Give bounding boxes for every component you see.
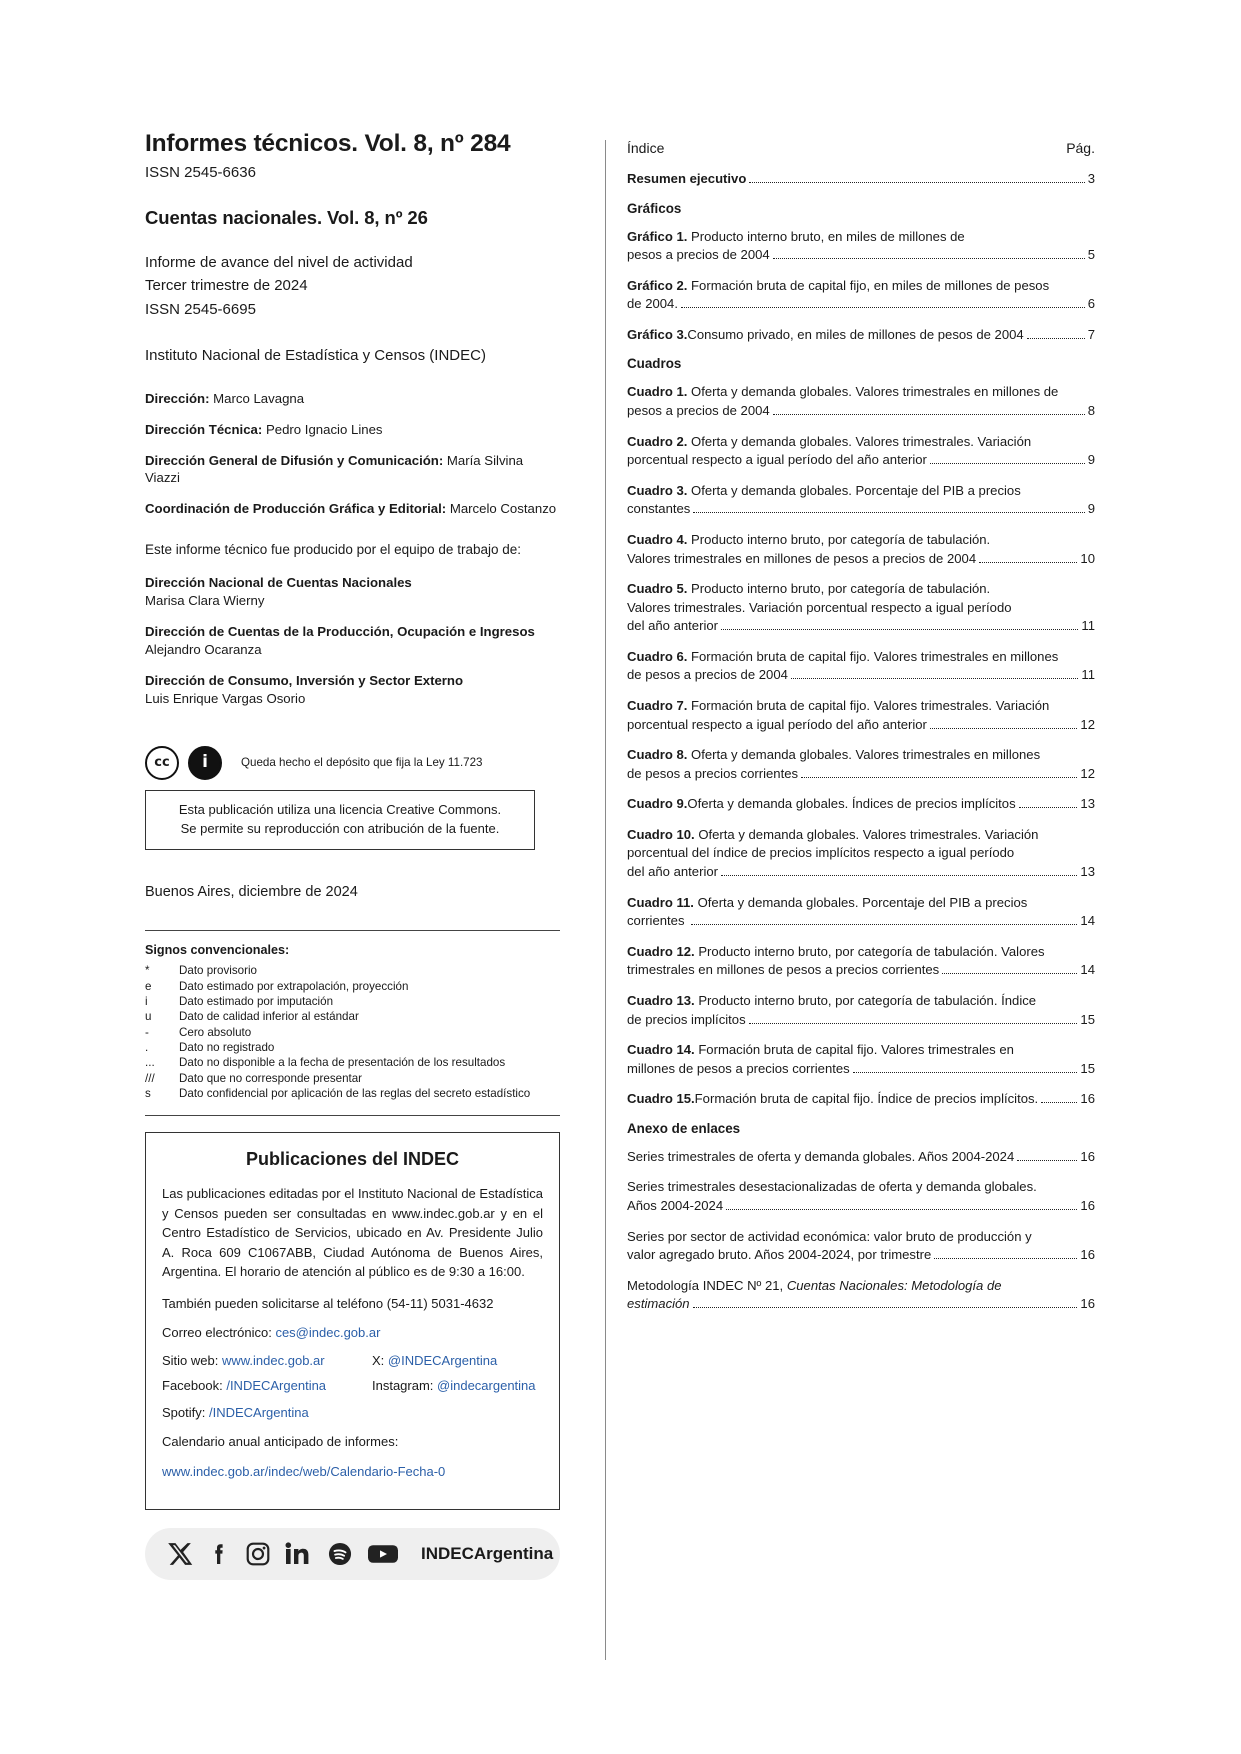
index-entry-text: Metodología INDEC Nº 21, (627, 1277, 787, 1293)
sign-description: Dato provisorio (179, 964, 257, 978)
instagram-link[interactable]: @indecargentina (437, 1377, 536, 1393)
role-produccion-grafica-label: Coordinación de Producción Gráfica y Editorial: (145, 501, 447, 517)
index-entry-text-last: estimación (627, 1296, 690, 1312)
issn-primary: ISSN 2545-6636 (145, 164, 256, 182)
index-entry-text-last: Series trimestrales de oferta y demanda globales. Años 2004-2024 (627, 1148, 1015, 1164)
index-entry-number: Cuadro 4. (627, 531, 688, 547)
report-description-line2: Tercer trimestre de 2024 (145, 277, 308, 295)
index-entry-page: 15 (1080, 1060, 1095, 1076)
index-entry-number: Gráfico 3. (627, 326, 688, 342)
instagram-icon[interactable] (245, 1541, 271, 1567)
index-entry-number: Cuadro 9. (627, 796, 688, 812)
index-entry-text: Series trimestrales desestacionalizadas de oferta y demanda globales. (627, 1179, 1037, 1195)
place-and-date: Buenos Aires, diciembre de 2024 (145, 883, 358, 900)
index-entry-text-last: valor agregado bruto. Años 2004-2024, por trimestre (627, 1247, 932, 1263)
index-entry-page: 16 (1080, 1247, 1095, 1263)
publications-email-row (162, 1323, 543, 1343)
index-entry-resumen[interactable] (627, 170, 1095, 189)
creative-commons-icon: cc (145, 746, 179, 780)
sign-description: Dato estimado por imputación (179, 994, 334, 1008)
index-entry-text: Producto interno bruto, en miles de millones de (691, 228, 965, 244)
team-person-3: Luis Enrique Vargas Osorio (145, 690, 306, 706)
index-entry-title: Resumen ejecutivo (627, 171, 747, 186)
calendar-link[interactable]: www.indec.gob.ar/indec/web/Calendario-Fecha-0 (162, 1463, 446, 1479)
index-entry-cuadro-12[interactable] (627, 943, 1095, 980)
publications-box (145, 1132, 560, 1510)
index-entry-page: 14 (1080, 913, 1095, 929)
leader-dots (801, 777, 1077, 778)
instagram-label: Instagram: (372, 1377, 438, 1393)
index-entry-text-last: de precios implícitos (627, 1011, 746, 1027)
leader-dots (773, 258, 1085, 259)
team-dept-3: Dirección de Consumo, Inversión y Sector Externo (145, 672, 464, 688)
index-entry-text-last: Valores trimestrales en millones de pesos a precios de 2004 (627, 550, 977, 566)
index-entry-page: 12 (1080, 716, 1095, 732)
index-entry-number: Cuadro 3. (627, 482, 688, 498)
index-entry-cuadro-4[interactable] (627, 531, 1095, 568)
website-link[interactable]: www.indec.gob.ar (221, 1352, 325, 1368)
index-entry-text-last: del año anterior (627, 618, 718, 634)
index-entry-cuadro-9[interactable] (627, 795, 1095, 814)
index-entry-page: 5 (1087, 247, 1095, 263)
attribution-icon: i (188, 746, 222, 780)
sign-symbol: s (145, 1087, 151, 1101)
index-entry-cuadro-15[interactable] (627, 1090, 1095, 1109)
index-entry-text: Oferta y demanda globales. Valores trimestrales. Variación (691, 433, 1032, 449)
produced-by-text: Este informe técnico fue producido por el equipo de trabajo de: (145, 541, 521, 557)
table-row (145, 1086, 530, 1101)
index-entry-text: Oferta y demanda globales. Porcentaje del PIB a precios (691, 482, 1021, 498)
leader-dots (1017, 1160, 1077, 1161)
role-direccion (145, 390, 560, 408)
index-entry-page: 13 (1080, 796, 1095, 812)
index-entry-page: 11 (1081, 618, 1095, 634)
license-line-2: Se permite su reproducción con atribución de la fuente. (180, 821, 500, 837)
role-direccion-tecnica-value: Pedro Ignacio Lines (265, 421, 383, 437)
publications-paragraph: Las publicaciones editadas por el Instituto Nacional de Estadística y Censos pueden ser consultadas en www.indec.gob.ar y en el Centro Estadístico de Servicios, ubicado en Av. Presidente Julio A. Roca 609 C1067ABB, Ciudad Autónoma de Buenos Aires, Argentina. El horario de atención al público es de 9:30 a 16:00. (162, 1186, 543, 1280)
leader-dots (1019, 807, 1078, 808)
leader-dots (1027, 338, 1085, 339)
legal-deposit-note: Queda hecho el depósito que fija la Ley 11.723 (241, 756, 483, 770)
index-entry-page: 9 (1087, 501, 1095, 517)
sign-description: Dato estimado por extrapolación, proyección (179, 979, 409, 993)
role-difusion-label: Dirección General de Difusión y Comunicación: (145, 452, 444, 468)
index-entry-text: Oferta y demanda globales. Valores trimestrales en millones (691, 747, 1041, 763)
email-link[interactable]: ces@indec.gob.ar (275, 1325, 381, 1341)
linkedin-icon[interactable] (285, 1541, 313, 1567)
x-cell (372, 1353, 497, 1368)
index-header (627, 140, 1095, 156)
leader-dots (934, 1258, 1077, 1259)
index-entry-text-last: de pesos a precios corrientes (627, 765, 799, 781)
facebook-label: Facebook: (162, 1377, 227, 1393)
role-produccion-grafica-value: Marcelo Costanzo (449, 501, 557, 517)
institution-name: Instituto Nacional de Estadística y Censos (INDEC) (145, 346, 486, 364)
index-entry-cuadro-10[interactable] (627, 826, 1095, 882)
team-dept-1: Dirección Nacional de Cuentas Nacionales (145, 574, 412, 590)
index-entry-page: 9 (1087, 452, 1095, 468)
index-entry-page: 3 (1087, 171, 1095, 186)
sign-symbol: /// (145, 1071, 155, 1085)
spotify-icon[interactable] (327, 1541, 353, 1567)
index-entry-number: Cuadro 8. (627, 747, 688, 763)
index-entry-page: 6 (1087, 296, 1095, 312)
index-entry-page: 11 (1081, 667, 1095, 683)
leader-dots (853, 1072, 1078, 1073)
publications-social-row (162, 1378, 543, 1393)
index-entry-page: 16 (1080, 1148, 1095, 1164)
social-handle: INDECArgentina (421, 1544, 554, 1564)
index-entry-cuadro-7[interactable] (627, 697, 1095, 734)
sign-symbol: u (145, 1010, 152, 1024)
index-entry-number: Cuadro 2. (627, 433, 688, 449)
role-direccion-value: Marco Lavagna (213, 390, 305, 406)
index-entry-text-last: de 2004. (627, 296, 678, 312)
publications-web-row (162, 1353, 543, 1368)
index-entry-text-last: porcentual respecto a igual período del año anterior (627, 452, 927, 468)
index-entry-page: 16 (1080, 1197, 1095, 1213)
index-entry-text: Series por sector de actividad económica: valor bruto de producción y (627, 1228, 1032, 1244)
index-entry-text-last: pesos a precios de 2004 (627, 403, 770, 419)
report-description-line1: Informe de avance del nivel de actividad (145, 254, 413, 272)
social-bar (145, 1528, 560, 1580)
index-entry-grafico-3[interactable] (627, 326, 1095, 345)
sign-symbol: ... (145, 1056, 155, 1070)
index-entry-cuadro-1[interactable] (627, 383, 1095, 420)
leader-dots (721, 875, 1077, 876)
leader-dots (930, 728, 1078, 729)
index-entry-page: 10 (1080, 550, 1095, 566)
sign-description: Cero absoluto (179, 1025, 252, 1039)
index-entry-text: Formación bruta de capital fijo, en miles de millones de pesos (691, 277, 1050, 293)
instagram-cell (372, 1378, 536, 1393)
column-divider (605, 140, 606, 1660)
report-description (145, 251, 560, 321)
index-page-label: Pág. (1066, 140, 1095, 156)
leader-dots (693, 1307, 1078, 1308)
sign-description: Dato que no corresponde presentar (179, 1071, 363, 1085)
creative-commons-row (145, 746, 560, 780)
index-entry-page: 16 (1080, 1091, 1095, 1107)
sign-symbol: e (145, 979, 152, 993)
index-entry-anexo-4[interactable] (627, 1277, 1095, 1314)
index-entry-page: 15 (1080, 1011, 1095, 1027)
table-row (145, 1040, 530, 1055)
index-entry-page: 7 (1087, 326, 1095, 342)
index-entry-text: Formación bruta de capital fijo. Valores trimestrales en (698, 1042, 1014, 1058)
index-entry-number: Cuadro 13. (627, 992, 695, 1008)
table-row (145, 963, 530, 978)
index-entry-page: 16 (1080, 1296, 1095, 1312)
issn-secondary: ISSN 2545-6695 (145, 300, 256, 318)
index-entry-text-last: Oferta y demanda globales. Índices de precios implícitos (687, 796, 1016, 812)
index-entry-number: Gráfico 1. (627, 228, 688, 244)
index-entry-cuadro-6[interactable] (627, 648, 1095, 685)
index-entry-anexo-3[interactable] (627, 1228, 1095, 1265)
leader-dots (681, 307, 1085, 308)
team-person-1: Marisa Clara Wierny (145, 592, 265, 608)
role-difusion-value: María Silvina Viazzi (145, 452, 524, 486)
x-label: X: (372, 1352, 388, 1368)
publications-title: Publicaciones del INDEC (245, 1149, 460, 1170)
table-row (145, 1009, 530, 1024)
table-row (145, 1071, 530, 1086)
index-entry-text-last: millones de pesos a precios corrientes (627, 1060, 850, 1076)
index-section-anexo: Anexo de enlaces (627, 1120, 741, 1136)
facebook-icon[interactable] (207, 1541, 231, 1567)
index-entry-cuadro-8[interactable] (627, 746, 1095, 783)
index-entry-text-2: porcentual del índice de precios implícitos respecto a igual período (627, 845, 1015, 861)
index-entry-page: 12 (1080, 765, 1095, 781)
table-row (145, 994, 530, 1009)
spotify-label: Spotify: (162, 1404, 209, 1420)
index-entry-text-last: pesos a precios de 2004 (627, 247, 770, 263)
leader-dots (693, 512, 1084, 513)
index-header-label: Índice (627, 140, 665, 156)
sign-symbol: i (145, 994, 148, 1008)
index-column (627, 140, 1095, 1326)
leader-dots (691, 924, 1077, 925)
index-entry-cuadro-14[interactable] (627, 1041, 1095, 1078)
cover-left-column (145, 130, 560, 1580)
sign-description: Dato no disponible a la fecha de presentación de los resultados (179, 1056, 506, 1070)
sign-description: Dato de calidad inferior al estándar (179, 1010, 359, 1024)
index-entry-grafico-1[interactable] (627, 228, 1095, 265)
spotify-link[interactable]: /INDECArgentina (208, 1404, 309, 1420)
website-cell (162, 1353, 372, 1368)
facebook-cell (162, 1378, 372, 1393)
index-section-cuadros: Cuadros (627, 356, 682, 372)
role-difusion-label-row (145, 452, 560, 488)
index-entry-text-last: Años 2004-2024 (627, 1197, 724, 1213)
index-entry-cuadro-2[interactable] (627, 433, 1095, 470)
calendar-label: Calendario anual anticipado de informes: (162, 1434, 399, 1450)
website-label: Sitio web: (162, 1352, 222, 1368)
conventional-signs-title: Signos convencionales: (145, 942, 290, 957)
index-entry-text-last: de pesos a precios de 2004 (627, 667, 788, 683)
divider-below-signos (145, 1115, 560, 1116)
index-entry-text: Producto interno bruto, por categoría de tabulación. (691, 531, 991, 547)
sign-symbol: * (145, 964, 150, 978)
index-entry-cuadro-3[interactable] (627, 482, 1095, 519)
team-person-2: Alejandro Ocaranza (145, 641, 262, 657)
index-entry-text-last: Formación bruta de capital fijo. Índice de precios implícitos. (694, 1091, 1039, 1107)
index-entry-anexo-2[interactable] (627, 1178, 1095, 1215)
leader-dots (721, 629, 1078, 630)
index-entry-page: 8 (1087, 403, 1095, 419)
leader-dots (979, 562, 1077, 563)
index-entry-text: Oferta y demanda globales. Porcentaje del PIB a precios (697, 894, 1028, 910)
x-icon[interactable] (167, 1541, 193, 1567)
index-entry-text: Oferta y demanda globales. Valores trimestrales. Variación (698, 826, 1039, 842)
index-entry-text-italic: Cuentas Nacionales: Metodología de (786, 1277, 1002, 1293)
index-entry-text-last: Consumo privado, en miles de millones de pesos de 2004 (687, 326, 1024, 342)
x-link[interactable]: @INDECArgentina (387, 1352, 498, 1368)
role-direccion-tecnica (145, 421, 560, 439)
index-entry-text-last: trimestrales en millones de pesos a precios corrientes (627, 962, 940, 978)
index-entry-text-last: porcentual respecto a igual período del año anterior (627, 716, 927, 732)
index-entry-number: Cuadro 6. (627, 648, 688, 664)
index-entry-text: Producto interno bruto, por categoría de tabulación. Valores (698, 943, 1045, 959)
index-entry-grafico-2[interactable] (627, 277, 1095, 314)
index-entry-number: Gráfico 2. (627, 277, 688, 293)
role-direccion-label: Dirección: (145, 390, 210, 406)
role-direccion-tecnica-label: Dirección Técnica: (145, 421, 263, 437)
index-entry-text: Formación bruta de capital fijo. Valores trimestrales. Variación (691, 697, 1050, 713)
publications-spotify-row (162, 1403, 543, 1423)
table-row (145, 1024, 530, 1039)
index-entry-cuadro-13[interactable] (627, 992, 1095, 1029)
index-entry-text-last: constantes (627, 501, 691, 517)
license-line-1: Esta publicación utiliza una licencia Creative Commons. (178, 801, 502, 817)
index-entry-page: 13 (1080, 864, 1095, 880)
index-entry-number: Cuadro 12. (627, 943, 695, 959)
index-entry-number: Cuadro 7. (627, 697, 688, 713)
index-entry-text-last: corrientes (627, 913, 689, 929)
facebook-link[interactable]: /INDECArgentina (226, 1377, 327, 1393)
sign-description: Dato no registrado (179, 1041, 275, 1055)
sign-description: Dato confidencial por aplicación de las reglas del secreto estadístico (179, 1087, 531, 1101)
index-entry-text: Producto interno bruto, por categoría de tabulación. (691, 581, 991, 597)
index-entry-number: Cuadro 1. (627, 384, 688, 400)
index-section-graficos: Gráficos (627, 200, 682, 216)
leader-dots (726, 1209, 1077, 1210)
index-entry-number: Cuadro 15. (627, 1091, 695, 1107)
page-title: Informes técnicos. Vol. 8, nº 284 (145, 130, 511, 157)
index-entry-cuadro-11[interactable] (627, 894, 1095, 931)
youtube-icon[interactable] (367, 1541, 399, 1567)
leader-dots (791, 678, 1079, 679)
sign-symbol: - (145, 1025, 149, 1039)
leader-dots (942, 973, 1077, 974)
leader-dots (749, 1023, 1078, 1024)
license-box (145, 790, 535, 850)
index-entry-text: Producto interno bruto, por categoría de tabulación. Índice (698, 992, 1037, 1008)
publications-phone: También pueden solicitarse al teléfono (54-11) 5031-4632 (162, 1295, 494, 1311)
index-entry-number: Cuadro 10. (627, 826, 695, 842)
divider-above-signos (145, 930, 560, 931)
role-produccion-grafica-row (145, 500, 560, 518)
index-entry-page: 14 (1080, 962, 1095, 978)
index-entry-text-last: del año anterior (627, 864, 718, 880)
table-row (145, 978, 530, 993)
index-entry-text: Oferta y demanda globales. Valores trimestrales en millones de (691, 384, 1059, 400)
leader-dots (930, 463, 1085, 464)
index-entry-number: Cuadro 5. (627, 581, 688, 597)
index-entry-cuadro-5[interactable] (627, 580, 1095, 636)
index-entry-number: Cuadro 11. (627, 894, 694, 910)
index-entry-text: Formación bruta de capital fijo. Valores trimestrales en millones (691, 648, 1059, 664)
index-entry-number: Cuadro 14. (627, 1042, 695, 1058)
publication-subtitle: Cuentas nacionales. Vol. 8, nº 26 (145, 207, 428, 229)
sign-symbol: . (145, 1041, 149, 1055)
team-dept-2: Dirección de Cuentas de la Producción, Ocupación e Ingresos (145, 623, 535, 639)
email-label: Correo electrónico: (162, 1325, 276, 1341)
leader-dots (749, 182, 1084, 183)
table-row (145, 1055, 530, 1070)
leader-dots (773, 414, 1085, 415)
index-entry-text-2: Valores trimestrales. Variación porcentual respecto a igual período (627, 599, 1012, 615)
conventional-signs-table (145, 963, 530, 1101)
index-entry-anexo-1[interactable] (627, 1148, 1095, 1167)
leader-dots (1041, 1102, 1077, 1103)
